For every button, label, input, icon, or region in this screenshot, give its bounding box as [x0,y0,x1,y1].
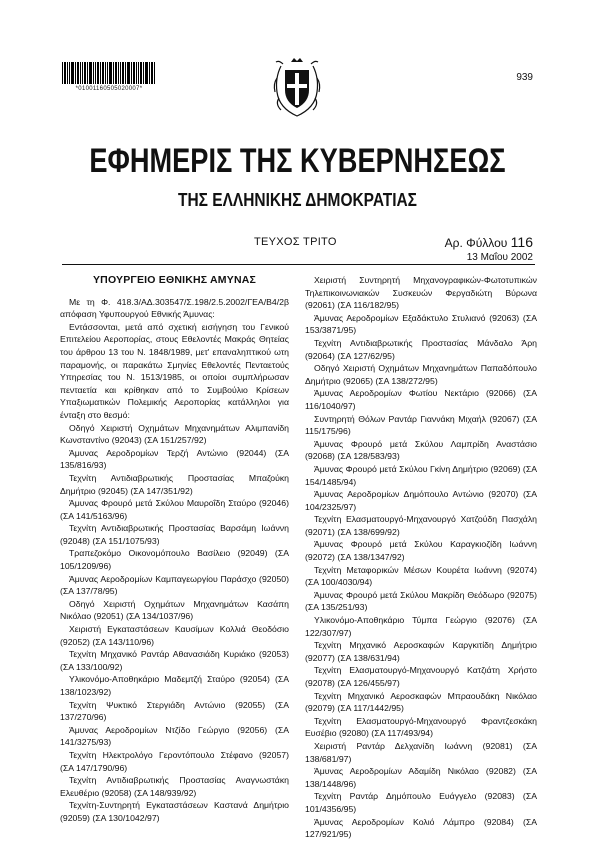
paragraph: Άμυνας Αεροδρομίων Εξαδάκτυλο Στυλιανό (92063) (ΣΑ 153/3871/95) [305,312,537,336]
paragraph: Χειριστή Εγκαταστάσεων Καυσίμων Κολλιά Θεοδόσιο (92052) (ΣΑ 143/110/96) [60,624,289,647]
paragraph: Τεχνίτη Ραντάρ Δημόπουλο Ευάγγελο (92083) (ΣΑ 101/4356/95) [305,791,537,814]
paragraph: Τεχνίτη Ελασματουργό-Μηχανουργό Φραντζεσκάκη Ευσέβιο (92080) (ΣΑ 117/493/94) [305,715,537,739]
right-paragraphs [305,274,537,841]
left-paragraphs [60,296,289,825]
paragraph: Τεχνίτη-Συντηρητή Εγκαταστάσεων Καστανά Δημήτριο (92059) (ΣΑ 130/1042/97) [60,800,289,823]
paragraph: Οδηγό Χειριστή Οχημάτων Μηχανημάτων Αλιμπανίδη Κωνσταντίνο (92043) (ΣΑ 151/257/92) [60,422,289,446]
coat-of-arms-emblem [271,58,323,120]
right-column [305,274,537,841]
paragraph: Άμυνας Αεροδρομίων Κολιό Λάμπρο (92084) (ΣΑ 127/921/95) [305,816,537,840]
gazette-title: ΕΦΗΜΕΡΙΣ ΤΗΣ ΚΥΒΕΡΝΗΣΕΩΣ [89,142,506,180]
paragraph: Τεχνίτη Μεταφορικών Μέσων Κουρέτα Ιωάννη (92074) (ΣΑ 100/4030/94) [305,564,537,588]
ministry-heading: ΥΠΟΥΡΓΕΙΟ ΕΘΝΙΚΗΣ ΑΜΥΝΑΣ [92,274,257,286]
paragraph: Συντηρητή Θόλων Ραντάρ Γιαννάκη Μιχαήλ (92067) (ΣΑ 115/175/96) [305,413,537,437]
paragraph: Άμυνας Αεροδρομίων Αδαμίδη Νικόλαο (92082) (ΣΑ 138/1448/96) [305,766,537,789]
paragraph: Τεχνίτη Μηχανικό Αεροσκαφών Καργκιτίδη Δημήτριο (92077) (ΣΑ 138/631/94) [305,640,537,663]
paragraph: Τραπεζοκόμο Οικονομόπουλο Βασίλειο (92049) (ΣΑ 105/1209/96) [60,548,289,572]
paragraph: Εντάσσονται, μετά από σχετική εισήγηση του Γενικού Επιτελείου Αεροπορίας, στους Εθελοντές Μακράς Θητείας του άρθρου 13 του Ν. 1848/1989, μετ' επαναληπτικού ωτη παραμονής, οι παρακάτω Σμηνίες Εθελοντές Πενταετούς Υπηρεσίας του Ν. 1513/1985, οι οποίοι συμπλήρωσαν πενταετία και κρίθηκαν από το Συμβούλιο Κρίσεων Υπαξιωματικών Πολεμικής Αεροπορίας κατάλληλοι για ένταξη στο θεσμό: [60,321,289,420]
paragraph: Οδηγό Χειριστή Οχημάτων Μηχανημάτων Παπαδόπουλο Δημήτριο (92065) (ΣΑ 138/272/95) [305,363,537,386]
page-number: 939 [516,72,533,83]
barcode [62,62,156,84]
left-column [60,274,289,825]
paragraph: Υλικονόμο-Αποθηκάριο Μαδεμτζή Σταύρο (92054) (ΣΑ 138/1023/92) [60,674,289,697]
sheet-label: Αρ. Φύλλου [444,236,508,250]
issue-date: 13 Μαΐου 2002 [466,252,533,263]
paragraph: Τεχνίτη Αντιδιαβρωτικής Προστασίας Μπαζούκη Δημήτριο (92045) (ΣΑ 147/351/92) [60,472,289,496]
paragraph: Τεχνίτη Ηλεκτρολόγο Γεροντόπουλο Στέφανο (92057) (ΣΑ 147/1790/96) [60,749,289,773]
paragraph: Τεχνίτη Μηχανικό Ραντάρ Αθανασιάδη Κυριάκο (92053) (ΣΑ 133/100/92) [60,649,289,672]
paragraph: Άμυνας Αεροδρομίων Ντζίδο Γεώργιο (92056) (ΣΑ 141/3275/93) [60,724,289,748]
gazette-subtitle: ΤΗΣ ΕΛΛΗΝΙΚΗΣ ΔΗΜΟΚΡΑΤΙΑΣ [178,190,417,210]
paragraph: Τεχνίτη Αντιδιαβρωτικής Προστασίας Βαρσάμη Ιωάννη (92048) (ΣΑ 151/1075/93) [60,523,289,546]
paragraph: Άμυνας Φρουρό μετά Σκύλου Γκίνη Δημήτριο (92069) (ΣΑ 154/1485/94) [305,463,537,487]
paragraph: Άμυνας Αεροδρομίων Φωτίου Νεκτάριο (92066) (ΣΑ 116/1040/97) [305,388,537,411]
issue-type: ΤΕΥΧΟΣ ΤΡΙΤΟ [254,236,337,248]
paragraph: Άμυνας Φρουρό μετά Σκύλου Μαυροΐδη Σταύρο (92046) (ΣΑ 141/5163/96) [60,498,289,521]
paragraph: Άμυνας Φρουρό μετά Σκύλου Λαμπρίδη Αναστάσιο (92068) (ΣΑ 128/583/93) [305,438,537,462]
sheet-number: 116 [510,234,533,250]
paragraph: Οδηγό Χειριστή Οχημάτων Μηχανημάτων Κασάπη Νικόλαο (92051) (ΣΑ 134/1037/96) [60,598,289,622]
paragraph: Τεχνίτη Ελασματουργό-Μηχανουργό Χατζούδη Πασχάλη (92071) (ΣΑ 138/699/92) [305,514,537,537]
paragraph: Με τη Φ. 418.3/ΑΔ.303547/Σ.198/2.5.2002/ΓΕΑ/Β4/2β απόφαση Υφυπουργού Εθνικής Άμυνας: [60,296,289,320]
paragraph: Άμυνας Αεροδρομίων Τερζή Αντώνιο (92044) (ΣΑ 135/816/93) [60,447,289,471]
paragraph: Τεχνίτη Ψυκτικό Στεργιάδη Αντώνιο (92055) (ΣΑ 137/270/96) [60,699,289,723]
paragraph: Τεχνίτη Μηχανικό Αεροσκαφών Μπραουδάκη Νικόλαο (92079) (ΣΑ 117/1442/95) [305,690,537,714]
barcode-number: *01001160505020007* [75,86,143,92]
paragraph: Άμυνας Φρουρό μετά Σκύλου Μακρίδη Θεόδωρο (92075) (ΣΑ 135/251/93) [305,589,537,613]
paragraph: Τεχνίτη Αντιδιαβρωτικής Προστασίας Αναγνωστάκη Ελευθέριο (92058) (ΣΑ 148/939/92) [60,775,289,798]
header-divider [62,264,535,265]
paragraph: Τεχνίτη Ελασματουργό-Μηχανουργό Κατζιάτη Χρήστο (92078) (ΣΑ 126/455/97) [305,665,537,688]
paragraph: Άμυνας Αεροδρομίων Καμπαγεωργίου Παράσχο (92050) (ΣΑ 137/78/95) [60,573,289,597]
paragraph: Άμυνας Αεροδρομίων Δημόπουλο Αντώνιο (92070) (ΣΑ 104/2325/97) [305,489,537,512]
paragraph: Χειριστή Συντηρητή Μηχανογραφικών-Φωτοτυπικών Τηλεπικοινωνιακών Συσκευών Φεργαδιώτη Βύρωνα (92061) (ΣΑ 116/182/95) [305,275,537,311]
paragraph: Άμυνας Φρουρό μετά Σκύλου Καραγκιοζίδη Ιωάννη (92072) (ΣΑ 138/1347/92) [305,539,537,563]
paragraph: Χειριστή Ραντάρ Δελχανίδη Ιωάννη (92081) (ΣΑ 138/681/97) [305,740,537,764]
sheet-number-line [445,234,533,250]
paragraph: Τεχνίτη Αντιδιαβρωτικής Προστασίας Μάνδαλο Άρη (92064) (ΣΑ 127/62/95) [305,337,537,361]
paragraph: Υλικονόμο-Αποθηκάριο Τύμπα Γεώργιο (92076) (ΣΑ 122/307/97) [305,615,537,638]
